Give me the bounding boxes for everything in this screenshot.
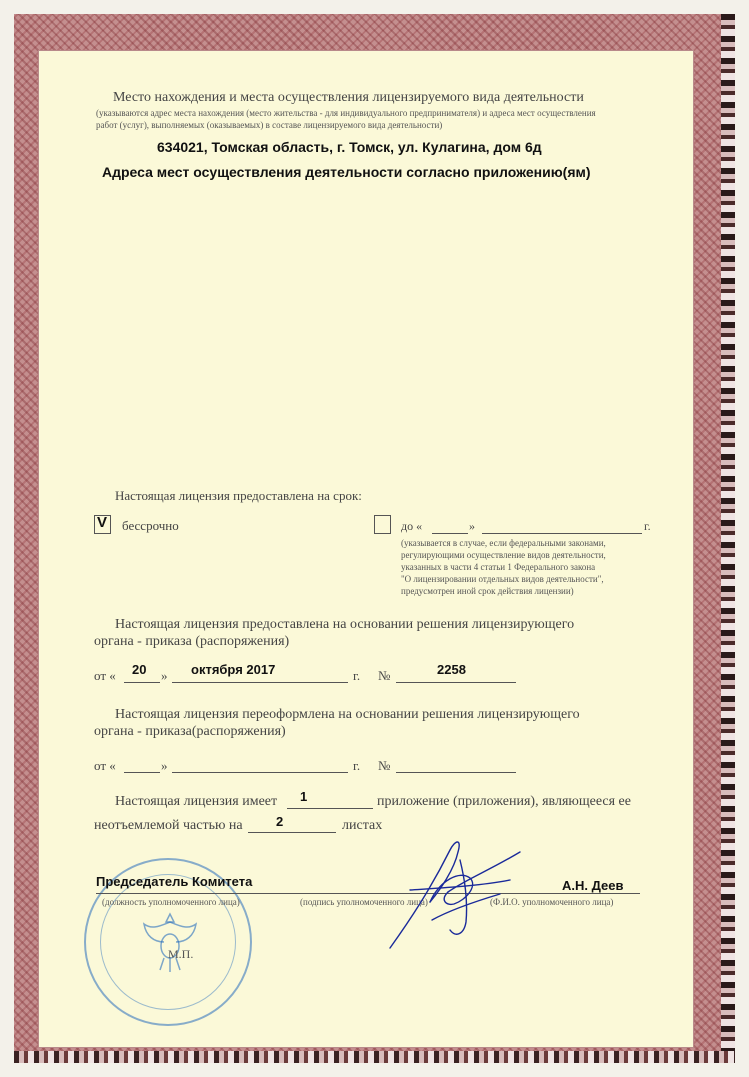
grant-month-line xyxy=(172,682,348,683)
signer-name: А.Н. Деев xyxy=(562,878,624,893)
appendix-line1-suffix: приложение (приложения), являющееся ее xyxy=(377,794,631,809)
term-note-1: (указывается в случае, если федеральными законами, xyxy=(401,538,606,548)
reissue-quote-close: » xyxy=(161,758,168,773)
until-prefix: до « xyxy=(401,519,423,533)
seal-label: М.П. xyxy=(168,947,194,961)
indefinite-label: бессрочно xyxy=(122,518,179,533)
grant-number-line xyxy=(396,682,516,683)
appendix-line2-prefix: неотъемлемой частью на xyxy=(94,818,243,833)
eagle-emblem-icon xyxy=(130,900,210,980)
appendix-sheets-line xyxy=(248,832,336,833)
grant-day-line xyxy=(124,682,160,683)
handwritten-signature xyxy=(370,830,540,960)
term-heading: Настоящая лицензия предоставлена на срок: xyxy=(115,488,362,503)
address: 634021, Томская область, г. Томск, ул. Кулагина, дом 6д xyxy=(157,139,542,155)
reissue-day-line xyxy=(124,772,160,773)
term-note-5: предусмотрен иной срок действия лицензии) xyxy=(401,586,574,596)
reissue-line1: Настоящая лицензия переоформлена на основании решения лицензирующего xyxy=(115,707,580,722)
checkbox-mark: V xyxy=(97,514,108,531)
grant-line2: органа - приказа (распоряжения) xyxy=(94,634,290,649)
reissue-number-sign: № xyxy=(378,758,391,773)
location-note-line1: (указываются адрес места нахождения (место жительства - для индивидуального предпринимателя) и адреса мест осуществления xyxy=(96,108,596,118)
reissue-year-suffix: г. xyxy=(353,758,361,773)
scan-edge-bottom xyxy=(14,1051,735,1063)
until-quote-close: » xyxy=(469,519,475,533)
grant-number: 2258 xyxy=(437,662,466,677)
term-note-4: "О лицензировании отдельных видов деятельности", xyxy=(401,574,604,584)
signature-baseline xyxy=(96,893,640,894)
grant-quote-close: » xyxy=(161,668,168,683)
reissue-from-prefix: от « xyxy=(94,758,116,773)
signer-position: Председатель Комитета xyxy=(96,874,253,889)
activity-places: Адреса мест осуществления деятельности согласно приложению(ям) xyxy=(102,164,591,180)
grant-month-year: октября 2017 xyxy=(191,662,276,677)
grant-year-suffix: г. xyxy=(353,668,361,683)
term-note-3: указанных в части 4 статьи 1 Федерального закона xyxy=(401,562,596,572)
until-year-suffix: г. xyxy=(644,519,651,533)
until-checkbox xyxy=(374,515,391,534)
until-day-line xyxy=(432,533,468,534)
appendix-line2-suffix: листах xyxy=(342,818,383,833)
until-month-line xyxy=(482,533,642,534)
signature-caption: (подпись уполномоченного лица) xyxy=(300,897,428,907)
location-note-line2: работ (услуг), выполняемых (оказываемых) в составе лицензируемого вида деятельности) xyxy=(96,120,443,130)
appendix-sheets: 2 xyxy=(276,814,284,829)
grant-line1: Настоящая лицензия предоставлена на основании решения лицензирующего xyxy=(115,617,575,632)
reissue-number-line xyxy=(396,772,516,773)
appendix-line1-prefix: Настоящая лицензия имеет xyxy=(115,794,278,809)
location-heading: Место нахождения и места осуществления лицензируемого вида деятельности xyxy=(113,90,584,105)
grant-number-sign: № xyxy=(378,668,391,683)
name-caption: (Ф.И.О. уполномоченного лица) xyxy=(490,897,614,907)
position-caption: (должность уполномоченного лица) xyxy=(102,897,240,907)
appendix-count: 1 xyxy=(300,789,308,804)
grant-from-prefix: от « xyxy=(94,668,116,683)
appendix-count-line xyxy=(287,808,373,809)
reissue-line2: органа - приказа(распоряжения) xyxy=(94,724,286,739)
scan-edge-right xyxy=(721,14,735,1063)
term-note-2: регулирующими осуществление видов деятельности, xyxy=(401,550,606,560)
grant-day: 20 xyxy=(132,662,147,677)
reissue-month-line xyxy=(172,772,348,773)
